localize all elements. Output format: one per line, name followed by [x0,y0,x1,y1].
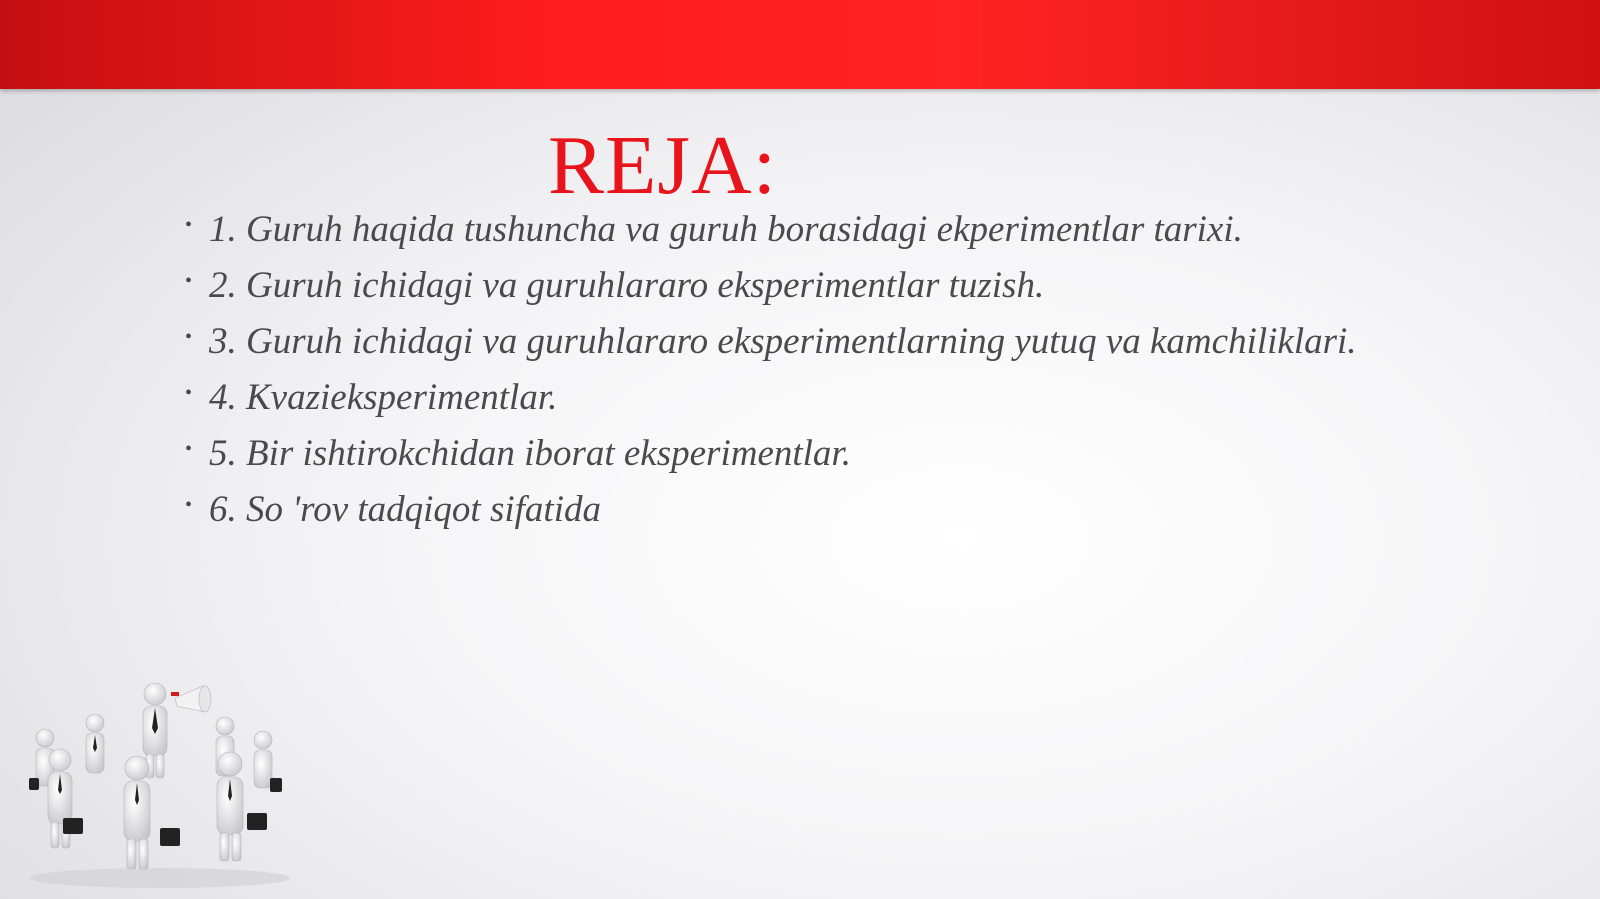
list-item-text: 4. Kvazieksperimentlar. [209,377,558,418]
list-item-text: 1. Guruh haqida tushuncha va guruh borasidagi ekperimentlar tarixi. [209,209,1243,250]
bullet-icon: • [185,326,193,348]
bullet-icon: • [185,438,193,460]
list-item [185,262,1415,309]
header-bar [0,0,1600,89]
slide-title: REJA: [548,119,778,212]
bullet-icon: • [185,382,193,404]
bullet-icon: • [185,214,193,236]
list-item [185,206,1415,253]
list-item [185,374,1415,421]
list-item [185,318,1415,365]
list-item-text: 5. Bir ishtirokchidan iborat eksperimentlar. [209,433,851,474]
bullet-icon: • [185,494,193,516]
list-item [185,486,1415,533]
list-item-text: 6. So 'rov tadqiqot sifatida [209,489,601,530]
people-group-megaphone-icon [25,678,295,888]
agenda-list [185,206,1415,542]
list-item-text: 2. Guruh ichidagi va guruhlararo eksperimentlar tuzish. [209,265,1045,306]
list-item [185,430,1415,477]
bullet-icon: • [185,270,193,292]
list-item-text: 3. Guruh ichidagi va guruhlararo eksperimentlarning yutuq va kamchiliklari. [209,321,1357,362]
